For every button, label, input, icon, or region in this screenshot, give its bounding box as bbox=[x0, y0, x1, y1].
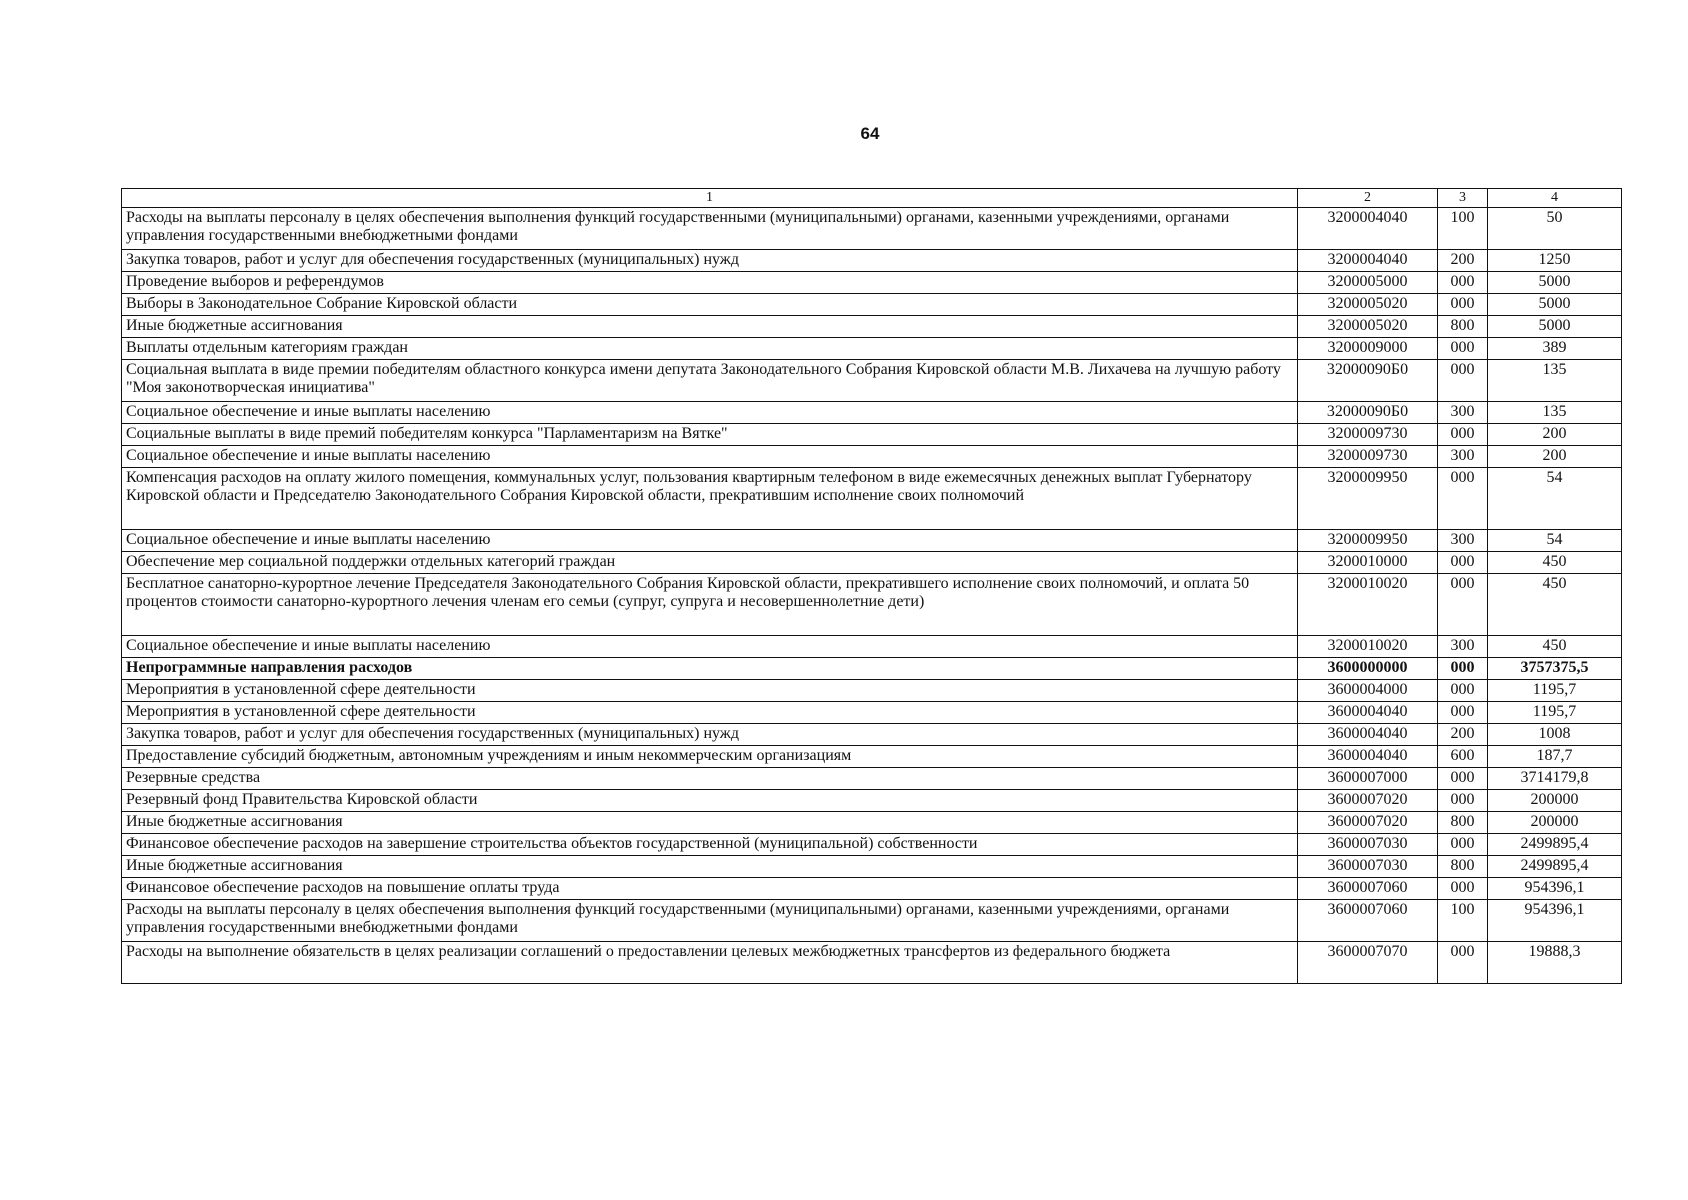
header-cell-code: 2 bbox=[1298, 189, 1438, 208]
cell-sum: 5000 bbox=[1488, 316, 1622, 338]
cell-name: Расходы на выполнение обязательств в целях реализации соглашений о предоставлении целевых межбюджетных трансфертов из федерального бюджета bbox=[122, 942, 1298, 984]
cell-type: 100 bbox=[1438, 900, 1488, 942]
table-row bbox=[122, 680, 1622, 702]
cell-sum: 954396,1 bbox=[1488, 900, 1622, 942]
cell-sum: 135 bbox=[1488, 360, 1622, 402]
cell-code: 3600007020 bbox=[1298, 790, 1438, 812]
cell-sum: 19888,3 bbox=[1488, 942, 1622, 984]
table-row bbox=[122, 552, 1622, 574]
table-row bbox=[122, 702, 1622, 724]
cell-name: Социальное обеспечение и иные выплаты населению bbox=[122, 636, 1298, 658]
cell-sum: 50 bbox=[1488, 208, 1622, 250]
cell-code: 3200004040 bbox=[1298, 208, 1438, 250]
cell-sum: 5000 bbox=[1488, 294, 1622, 316]
cell-type: 000 bbox=[1438, 468, 1488, 530]
cell-name: Бесплатное санаторно-курортное лечение Председателя Законодательного Собрания Кировской области, прекратившего исполнение своих полномочий, и оплата 50 процентов стоимости санаторно-курортного лечения членам его семьи (супруг, супруга и несовершеннолетние дети) bbox=[122, 574, 1298, 636]
cell-type: 000 bbox=[1438, 834, 1488, 856]
budget-table bbox=[121, 188, 1622, 984]
cell-code: 3200009950 bbox=[1298, 530, 1438, 552]
cell-code: 3200010000 bbox=[1298, 552, 1438, 574]
cell-code: 3200009000 bbox=[1298, 338, 1438, 360]
cell-sum: 1250 bbox=[1488, 250, 1622, 272]
cell-type: 000 bbox=[1438, 878, 1488, 900]
cell-type: 300 bbox=[1438, 530, 1488, 552]
cell-code: 3200009950 bbox=[1298, 468, 1438, 530]
cell-type: 000 bbox=[1438, 552, 1488, 574]
table-row bbox=[122, 746, 1622, 768]
cell-sum: 187,7 bbox=[1488, 746, 1622, 768]
cell-sum: 54 bbox=[1488, 530, 1622, 552]
table-row bbox=[122, 338, 1622, 360]
cell-code: 3600004040 bbox=[1298, 702, 1438, 724]
header-cell-type: 3 bbox=[1438, 189, 1488, 208]
cell-sum: 200 bbox=[1488, 424, 1622, 446]
cell-sum: 3714179,8 bbox=[1488, 768, 1622, 790]
cell-code: 3200010020 bbox=[1298, 636, 1438, 658]
cell-name: Финансовое обеспечение расходов на повышение оплаты труда bbox=[122, 878, 1298, 900]
cell-code: 3600004000 bbox=[1298, 680, 1438, 702]
table-row bbox=[122, 856, 1622, 878]
cell-name: Мероприятия в установленной сфере деятельности bbox=[122, 702, 1298, 724]
table-row bbox=[122, 658, 1622, 680]
cell-type: 000 bbox=[1438, 424, 1488, 446]
table-row bbox=[122, 574, 1622, 636]
cell-code: 3200005020 bbox=[1298, 294, 1438, 316]
table-row bbox=[122, 316, 1622, 338]
page-number: 64 bbox=[860, 124, 880, 143]
cell-name: Проведение выборов и референдумов bbox=[122, 272, 1298, 294]
cell-sum: 450 bbox=[1488, 636, 1622, 658]
cell-name: Иные бюджетные ассигнования bbox=[122, 812, 1298, 834]
cell-code: 32000090Б0 bbox=[1298, 402, 1438, 424]
cell-name: Компенсация расходов на оплату жилого помещения, коммунальных услуг, пользования квартирным телефоном в виде ежемесячных денежных выплат Губернатору Кировской области и Председателю Законодательного Собрания Кировской области, прекратившим исполнение своих полномочий bbox=[122, 468, 1298, 530]
cell-sum: 1195,7 bbox=[1488, 702, 1622, 724]
table-row bbox=[122, 208, 1622, 250]
table-row bbox=[122, 900, 1622, 942]
header-cell-name: 1 bbox=[122, 189, 1298, 208]
cell-code: 3600007030 bbox=[1298, 834, 1438, 856]
cell-code: 3600007070 bbox=[1298, 942, 1438, 984]
cell-type: 000 bbox=[1438, 680, 1488, 702]
cell-name: Социальное обеспечение и иные выплаты населению bbox=[122, 530, 1298, 552]
cell-sum: 954396,1 bbox=[1488, 878, 1622, 900]
cell-sum: 5000 bbox=[1488, 272, 1622, 294]
table-row bbox=[122, 878, 1622, 900]
cell-type: 300 bbox=[1438, 446, 1488, 468]
cell-type: 000 bbox=[1438, 658, 1488, 680]
cell-name: Социальное обеспечение и иные выплаты населению bbox=[122, 446, 1298, 468]
cell-type: 000 bbox=[1438, 702, 1488, 724]
cell-sum: 450 bbox=[1488, 574, 1622, 636]
cell-code: 3200010020 bbox=[1298, 574, 1438, 636]
table-row bbox=[122, 402, 1622, 424]
table-row bbox=[122, 468, 1622, 530]
cell-type: 000 bbox=[1438, 294, 1488, 316]
cell-type: 100 bbox=[1438, 208, 1488, 250]
table-row bbox=[122, 446, 1622, 468]
cell-type: 800 bbox=[1438, 316, 1488, 338]
cell-type: 000 bbox=[1438, 360, 1488, 402]
cell-name: Социальные выплаты в виде премий победителям конкурса "Парламентаризм на Вятке" bbox=[122, 424, 1298, 446]
cell-sum: 200000 bbox=[1488, 790, 1622, 812]
table-header bbox=[122, 189, 1622, 208]
cell-sum: 135 bbox=[1488, 402, 1622, 424]
cell-name: Непрограммные направления расходов bbox=[122, 658, 1298, 680]
cell-type: 000 bbox=[1438, 942, 1488, 984]
cell-code: 3200005020 bbox=[1298, 316, 1438, 338]
table-row bbox=[122, 812, 1622, 834]
cell-sum: 1008 bbox=[1488, 724, 1622, 746]
cell-type: 300 bbox=[1438, 636, 1488, 658]
cell-name: Социальное обеспечение и иные выплаты населению bbox=[122, 402, 1298, 424]
cell-name: Иные бюджетные ассигнования bbox=[122, 316, 1298, 338]
cell-code: 3600007000 bbox=[1298, 768, 1438, 790]
cell-name: Резервные средства bbox=[122, 768, 1298, 790]
cell-name: Закупка товаров, работ и услуг для обеспечения государственных (муниципальных) нужд bbox=[122, 250, 1298, 272]
cell-type: 200 bbox=[1438, 250, 1488, 272]
cell-name: Выборы в Законодательное Собрание Кировской области bbox=[122, 294, 1298, 316]
cell-sum: 200 bbox=[1488, 446, 1622, 468]
cell-name: Иные бюджетные ассигнования bbox=[122, 856, 1298, 878]
cell-type: 800 bbox=[1438, 856, 1488, 878]
table-row bbox=[122, 272, 1622, 294]
cell-code: 3200009730 bbox=[1298, 446, 1438, 468]
table-row bbox=[122, 942, 1622, 984]
cell-sum: 1195,7 bbox=[1488, 680, 1622, 702]
table-row bbox=[122, 768, 1622, 790]
cell-name: Финансовое обеспечение расходов на завершение строительства объектов государственной (муниципальной) собственности bbox=[122, 834, 1298, 856]
cell-name: Расходы на выплаты персоналу в целях обеспечения выполнения функций государственными (муниципальными) органами, казенными учреждениями, органами управления государственными внебюджетными фондами bbox=[122, 208, 1298, 250]
table-row bbox=[122, 530, 1622, 552]
cell-type: 600 bbox=[1438, 746, 1488, 768]
cell-code: 3600007060 bbox=[1298, 900, 1438, 942]
cell-name: Обеспечение мер социальной поддержки отдельных категорий граждан bbox=[122, 552, 1298, 574]
cell-sum: 54 bbox=[1488, 468, 1622, 530]
cell-code: 3600007030 bbox=[1298, 856, 1438, 878]
cell-sum: 389 bbox=[1488, 338, 1622, 360]
cell-name: Выплаты отдельным категориям граждан bbox=[122, 338, 1298, 360]
cell-type: 000 bbox=[1438, 768, 1488, 790]
cell-type: 000 bbox=[1438, 338, 1488, 360]
table-row bbox=[122, 790, 1622, 812]
table-row bbox=[122, 834, 1622, 856]
cell-type: 000 bbox=[1438, 790, 1488, 812]
cell-sum: 2499895,4 bbox=[1488, 856, 1622, 878]
cell-name: Закупка товаров, работ и услуг для обеспечения государственных (муниципальных) нужд bbox=[122, 724, 1298, 746]
cell-code: 3600007020 bbox=[1298, 812, 1438, 834]
table-row bbox=[122, 424, 1622, 446]
cell-code: 3600000000 bbox=[1298, 658, 1438, 680]
cell-type: 200 bbox=[1438, 724, 1488, 746]
cell-sum: 3757375,5 bbox=[1488, 658, 1622, 680]
cell-name: Социальная выплата в виде премии победителям областного конкурса имени депутата Законодательного Собрания Кировской области М.В. Лихачева на лучшую работу "Моя законотворческая инициатива" bbox=[122, 360, 1298, 402]
table-row bbox=[122, 636, 1622, 658]
cell-name: Предоставление субсидий бюджетным, автономным учреждениям и иным некоммерческим организациям bbox=[122, 746, 1298, 768]
cell-name: Мероприятия в установленной сфере деятельности bbox=[122, 680, 1298, 702]
cell-name: Резервный фонд Правительства Кировской области bbox=[122, 790, 1298, 812]
cell-code: 3600004040 bbox=[1298, 746, 1438, 768]
cell-code: 3600007060 bbox=[1298, 878, 1438, 900]
header-cell-sum: 4 bbox=[1488, 189, 1622, 208]
cell-sum: 2499895,4 bbox=[1488, 834, 1622, 856]
cell-sum: 450 bbox=[1488, 552, 1622, 574]
table-row bbox=[122, 294, 1622, 316]
table-row bbox=[122, 250, 1622, 272]
cell-name: Расходы на выплаты персоналу в целях обеспечения выполнения функций государственными (муниципальными) органами, казенными учреждениями, органами управления государственными внебюджетными фондами bbox=[122, 900, 1298, 942]
cell-type: 000 bbox=[1438, 272, 1488, 294]
cell-code: 3600004040 bbox=[1298, 724, 1438, 746]
cell-code: 3200005000 bbox=[1298, 272, 1438, 294]
cell-type: 800 bbox=[1438, 812, 1488, 834]
cell-type: 300 bbox=[1438, 402, 1488, 424]
cell-code: 3200009730 bbox=[1298, 424, 1438, 446]
table-row bbox=[122, 724, 1622, 746]
table-row bbox=[122, 360, 1622, 402]
cell-code: 32000090Б0 bbox=[1298, 360, 1438, 402]
cell-type: 000 bbox=[1438, 574, 1488, 636]
cell-sum: 200000 bbox=[1488, 812, 1622, 834]
table-body bbox=[122, 208, 1622, 984]
cell-code: 3200004040 bbox=[1298, 250, 1438, 272]
